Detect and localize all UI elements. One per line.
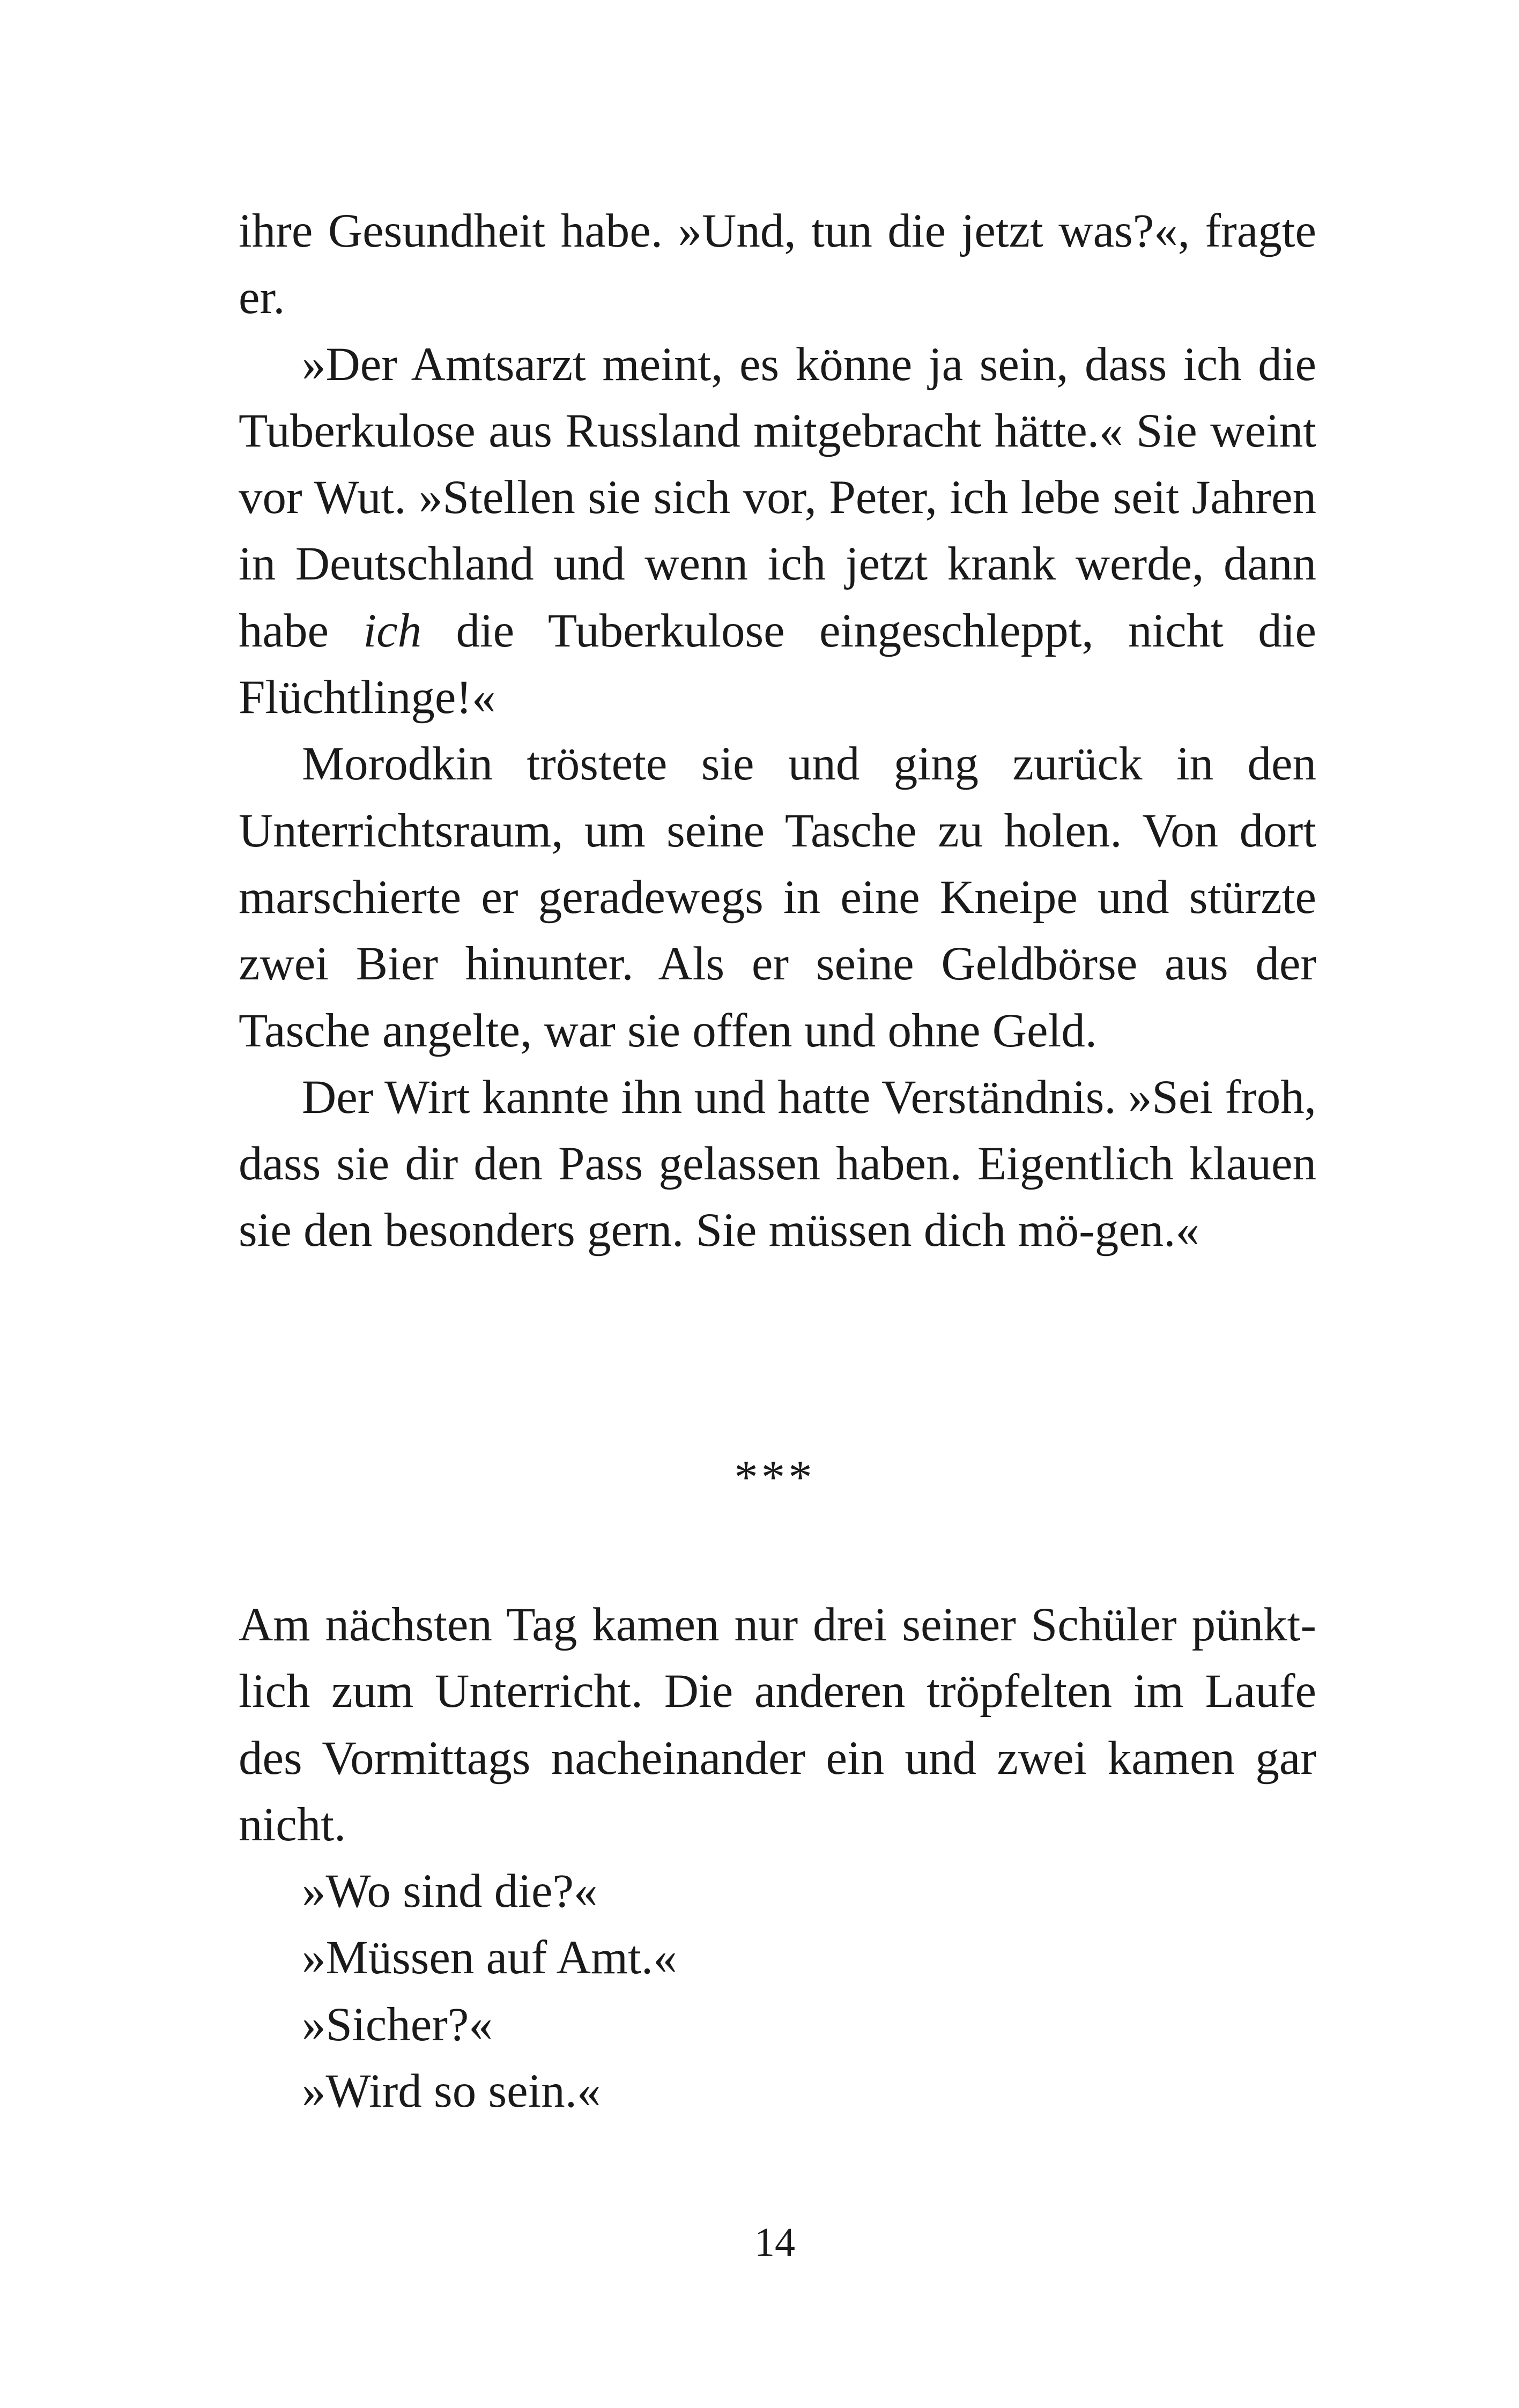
dialogue-line: »Müssen auf Amt.« xyxy=(302,1931,677,1985)
paragraph: Morodkin tröstete sie und ging zurück in den Unterrichtsraum, um seine Tasche zu holen. Von dort marschierte er geradewegs in eine Kneipe und stürzte zwei Bier hinunter. Als er seine Geldbörse aus der Tasche angelte, war sie offen und ohne Geld. xyxy=(239,738,1316,1057)
section-separator: *** xyxy=(734,1451,816,1504)
dialogue-line: »Sicher?« xyxy=(302,1998,493,2051)
paragraph-text: »Der Amtsarzt meint, es könne ja sein, dass ich die Tuberkulose aus Russland mitgebracht hätte.« Sie weint vor Wut. »Stellen sie sich vor, Peter, ich lebe seit Jahren in Deutschland und wenn ich jetzt krank werde, dann habe xyxy=(239,338,1316,657)
emphasized-word: ich xyxy=(363,604,422,657)
dialogue-line: »Wird so sein.« xyxy=(302,2065,601,2118)
dialogue-line: »Wo sind die?« xyxy=(302,1865,598,1918)
paragraph-text: die Tuberkulose eingeschleppt, nicht die Flüchtlinge!« xyxy=(239,604,1316,724)
text-section-1 xyxy=(239,198,1316,1264)
page-number: 14 xyxy=(754,2220,795,2265)
paragraph: Der Wirt kannte ihn und hatte Verständnis. »Sei froh, dass sie dir den Pass gelassen haben. Eigentlich klauen sie den besonders gern. Sie müssen dich mö-gen.« xyxy=(239,1071,1316,1257)
paragraph xyxy=(239,331,1316,731)
paragraph: Am nächsten Tag kamen nur drei seiner Schüler pünktlich zum Unterricht. Die anderen tröpfelten im Laufe des Vormittags nacheinander ein und zwei kamen gar nicht. xyxy=(239,1599,1316,1851)
text-section-2 xyxy=(239,1592,1316,2124)
paragraph: ihre Gesundheit habe. »Und, tun die jetzt was?«, fragte er. xyxy=(239,205,1316,324)
